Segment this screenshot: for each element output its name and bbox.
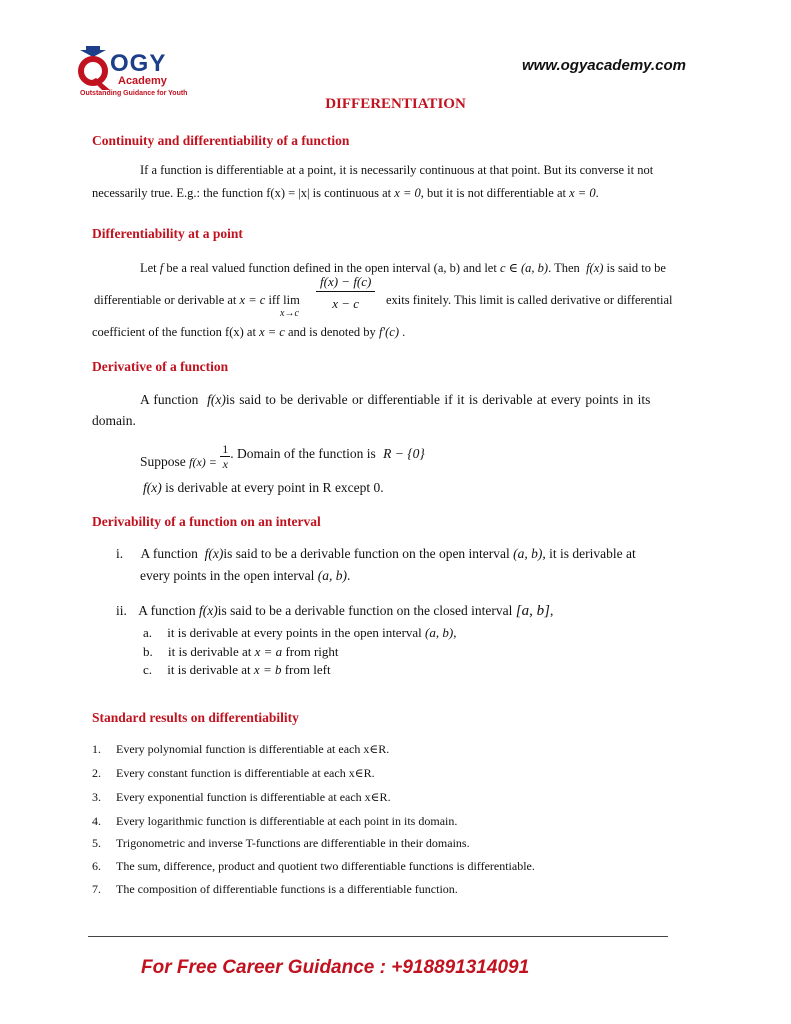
list-number: 3. xyxy=(92,790,101,804)
text: , xyxy=(453,625,457,640)
footer-career-guidance[interactable]: For Free Career Guidance : +918891314091 xyxy=(141,957,530,978)
math: f(x) xyxy=(199,603,218,618)
math: R − {0} xyxy=(383,445,425,461)
list-text: Every constant function is differentiable at each x∈R. xyxy=(116,766,375,780)
math: x = 0 xyxy=(394,186,421,200)
math: x = c xyxy=(259,325,285,339)
math: f(x) xyxy=(207,392,226,407)
logo-subtext: Academy xyxy=(118,75,167,87)
text: differentiable or derivable at xyxy=(94,293,237,307)
list-text: Trigonometric and inverse T-functions are differentiable in their domains. xyxy=(116,836,470,850)
sub-label: c. xyxy=(143,662,153,677)
list-number: i. xyxy=(116,546,124,561)
list-number: ii. xyxy=(116,603,127,618)
text: , it is derivable at xyxy=(542,546,636,561)
text: coefficient of the function f(x) at xyxy=(92,325,256,339)
math: c ∈ (a, b) xyxy=(499,261,549,275)
limit-subscript: x→c xyxy=(280,308,299,319)
interval-sub-a xyxy=(143,624,456,642)
website-link[interactable]: www.ogyacademy.com xyxy=(522,57,686,74)
text: is said to be a derivable function on the open interval xyxy=(223,546,510,561)
math: (a, b) xyxy=(425,625,454,640)
fraction-one-over-x xyxy=(220,442,230,471)
text: from left xyxy=(284,662,331,677)
text: A function xyxy=(140,392,199,407)
point-line-1 xyxy=(140,258,666,278)
limit-fraction xyxy=(316,274,375,312)
list-text: Every exponential function is differentiable at each x∈R. xyxy=(116,790,391,804)
fraction-numerator: f(x) − f(c) xyxy=(316,274,375,292)
math: (a, b) xyxy=(317,568,347,583)
list-number: 2. xyxy=(92,766,101,780)
interval-item-i-line2 xyxy=(140,565,350,587)
text: Let xyxy=(140,261,157,275)
text: . Then xyxy=(548,261,580,275)
logo xyxy=(74,44,194,104)
interval-item-i xyxy=(116,543,636,565)
text: is said to be xyxy=(606,261,666,275)
math: f′(c) xyxy=(378,325,400,339)
text: A function xyxy=(138,603,196,618)
text: is said to be derivable or differentiable if it is derivable at every points in its xyxy=(225,392,651,407)
list-text: Every logarithmic function is differentiable at each point in its domain. xyxy=(116,814,458,828)
text: it is derivable at xyxy=(167,662,251,677)
fraction-denominator: x xyxy=(222,457,228,471)
section-heading-standard: Standard results on differentiability xyxy=(92,710,299,725)
text: iff lim xyxy=(268,293,300,307)
logo-tagline: Outstanding Guidance for Youth xyxy=(80,90,188,97)
text: is derivable at every point in R except 0. xyxy=(165,480,384,495)
text: , xyxy=(549,603,554,618)
list-text: The sum, difference, product and quotient two differentiable functions is differentiable. xyxy=(116,859,535,873)
sub-label: a. xyxy=(143,625,153,640)
text: from right xyxy=(285,644,339,659)
fraction-numerator: 1 xyxy=(222,442,229,456)
list-text: Every polynomial function is differentiable at each x∈R. xyxy=(116,742,390,756)
section-heading-continuity: Continuity and differentiability of a function xyxy=(92,133,350,148)
interval-item-ii xyxy=(116,600,553,622)
text: be a real valued function defined in the open interval (a, b) and let xyxy=(166,261,497,275)
derivative-suppose xyxy=(140,442,425,471)
list-number: 7. xyxy=(92,882,101,896)
text: . xyxy=(595,186,599,200)
text: is said to be a derivable function on the closed interval xyxy=(217,603,513,618)
math: f(x) xyxy=(143,480,162,495)
text: . Domain of the function is xyxy=(230,445,376,461)
footer-divider xyxy=(88,936,668,937)
math: f(x) xyxy=(586,261,604,275)
text: A function xyxy=(140,546,198,561)
math: f xyxy=(159,261,164,275)
math: f(x) = xyxy=(189,454,217,469)
math: f(x) xyxy=(204,546,224,561)
derivative-line-4 xyxy=(143,477,384,499)
text: and is denoted by xyxy=(287,325,376,339)
list-number: 4. xyxy=(92,814,101,828)
text: , but it is not differentiable at xyxy=(420,186,566,200)
math: x = b xyxy=(253,662,282,677)
section-heading-interval: Derivability of a function on an interval xyxy=(92,514,321,529)
section-heading-derivative: Derivative of a function xyxy=(92,359,229,374)
derivative-line-1 xyxy=(140,389,650,411)
list-text: The composition of differentiable functions is a differentiable function. xyxy=(116,882,458,896)
math: [a, b] xyxy=(515,603,550,619)
logo-text: OGY xyxy=(110,50,167,77)
logo-mark-icon xyxy=(74,46,114,92)
continuity-line-2 xyxy=(92,183,599,203)
text: Suppose xyxy=(140,453,186,469)
fraction-denominator: x − c xyxy=(332,296,360,311)
text: . xyxy=(346,568,351,583)
text: it is derivable at every points in the open interval xyxy=(167,625,422,640)
derivative-line-2: domain. xyxy=(92,413,136,428)
continuity-line-1: If a function is differentiable at a point, it is necessarily continuous at that point. But its converse it not xyxy=(140,163,654,177)
point-line-2 xyxy=(94,290,300,310)
list-number: 6. xyxy=(92,859,101,873)
sub-label: b. xyxy=(143,644,153,659)
point-line-2-cont: exits finitely. This limit is called derivative or differential xyxy=(386,293,673,307)
math: x = 0 xyxy=(569,186,596,200)
section-heading-point: Differentiability at a point xyxy=(92,226,243,241)
text: it is derivable at xyxy=(168,644,252,659)
math: x = a xyxy=(254,644,283,659)
interval-sub-c xyxy=(143,661,331,679)
point-line-3 xyxy=(92,322,405,342)
math: x = c xyxy=(239,293,266,307)
list-number: 5. xyxy=(92,836,101,850)
text: every points in the open interval xyxy=(140,568,315,583)
interval-sub-b xyxy=(143,643,339,661)
math: (a, b) xyxy=(513,546,543,561)
page-title: DIFFERENTIATION xyxy=(325,96,466,112)
text: necessarily true. E.g.: the function f(x) = |x| is continuous at xyxy=(92,186,392,200)
text: . xyxy=(402,325,406,339)
list-number: 1. xyxy=(92,742,101,756)
